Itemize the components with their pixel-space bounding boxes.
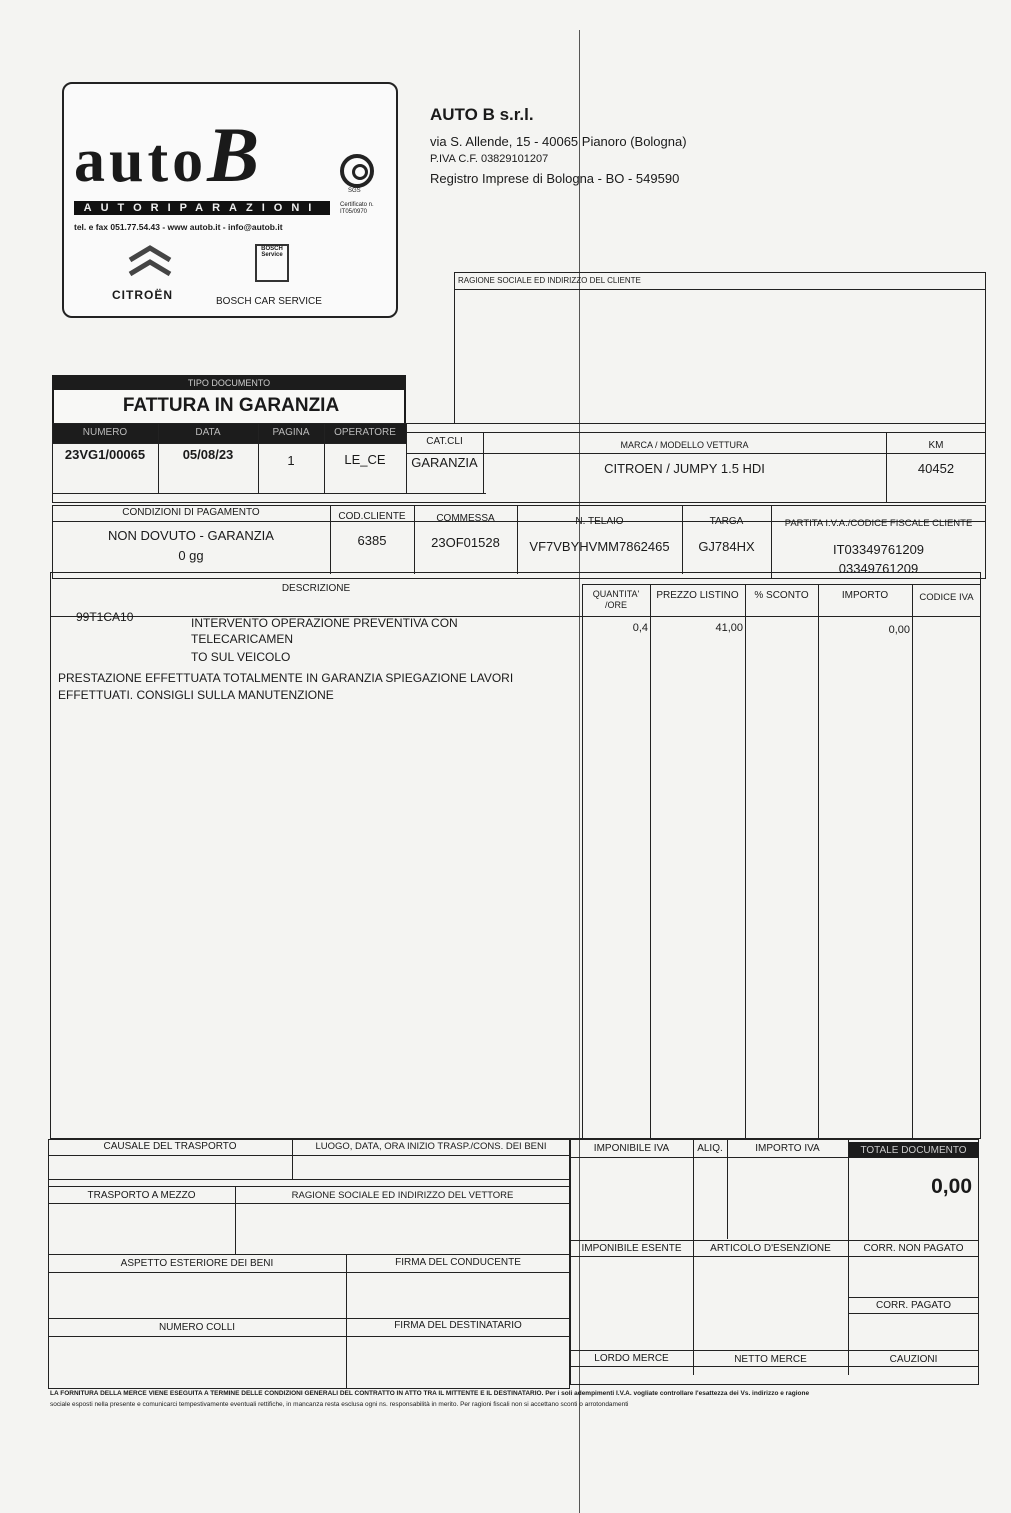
items-table (50, 572, 981, 1139)
numero-colli-label: NUMERO COLLI (158, 1322, 236, 1333)
imponibile-esente-label: IMPONIBILE ESENTE (581, 1243, 682, 1254)
catcli-header: CAT.CLI (426, 436, 463, 447)
lordo-merce-label: LORDO MERCE (594, 1353, 669, 1364)
logo-contacts: tel. e fax 051.77.54.43 - www autob.it - info@autob.it (74, 222, 283, 232)
bosch-car-service-text: BOSCH CAR SERVICE (216, 296, 322, 307)
citroen-chevron-icon (126, 244, 174, 280)
piva-header: PARTITA I.V.A./CODICE FISCALE CLIENTE (784, 518, 973, 529)
item-code: 99T1CA10 (76, 610, 134, 624)
logo-text: auto (74, 127, 208, 195)
telaio-header: N. TELAIO (575, 516, 624, 527)
targa-value: GJ784HX (698, 539, 755, 554)
operatore-value: LE_CE (344, 452, 386, 467)
operatore-header: OPERATORE (334, 427, 396, 438)
numero-value: 23VG1/00065 (64, 447, 146, 462)
logo-letter-b: B (207, 111, 264, 198)
document-type-label: TIPO DOCUMENTO (187, 378, 271, 388)
targa-header: TARGA (709, 516, 744, 527)
marca-value: CITROEN / JUMPY 1.5 HDI (604, 461, 765, 476)
item-note-line1: PRESTAZIONE EFFETTUATA TOTALMENTE IN GARANZIA SPIEGAZIONE LAVORI (58, 671, 514, 685)
codcliente-value: 6385 (357, 533, 387, 548)
sconto-header: % SCONTO (754, 590, 809, 601)
item-note-line2: EFFETTUATI. CONSIGLI SULLA MANUTENZIONE (58, 688, 334, 702)
marca-header: MARCA / MODELLO VETTURA (620, 440, 749, 450)
disclaimer-line1: LA FORNITURA DELLA MERCE VIENE ESEGUITA A TERMINE DELLE CONDIZIONI GENERALI DEL CONTRATTO IN ATTO TRA IL MITTENTE E IL DESTINATARIO. Per i soli adempimenti I.V.A. vogliate controllare l'esattezza dei Vs. indirizzo e ragione (50, 1390, 810, 1397)
data-header: DATA (195, 427, 221, 438)
document-type-title: FATTURA IN GARANZIA (122, 395, 340, 416)
cf-value: 03349761209 (838, 561, 919, 576)
totale-label: TOTALE DOCUMENTO (860, 1145, 967, 1156)
item-desc-line2: TELECARICAMEN (191, 632, 294, 646)
commessa-value: 23OF01528 (431, 535, 500, 550)
item-desc-line3: TO SUL VEICOLO (191, 650, 291, 664)
vettore-label: RAGIONE SOCIALE ED INDIRIZZO DEL VETTORE (291, 1190, 514, 1201)
descrizione-header: DESCRIZIONE (281, 583, 351, 594)
articolo-esenzione-label: ARTICOLO D'ESENZIONE (710, 1243, 831, 1254)
numero-header: NUMERO (82, 427, 128, 438)
causale-label: CAUSALE DEL TRASPORTO (103, 1141, 237, 1152)
pagina-header: PAGINA (272, 427, 310, 438)
sgs-badge-text: SGS (348, 188, 361, 194)
netto-merce-label: NETTO MERCE (734, 1354, 807, 1365)
aspetto-label: ASPETTO ESTERIORE DEI BENI (120, 1258, 274, 1269)
totale-value: 0,00 (931, 1175, 972, 1198)
codcliente-header: COD.CLIENTE (338, 511, 406, 522)
importo-iva-label: IMPORTO IVA (755, 1143, 820, 1154)
cauzioni-label: CAUZIONI (889, 1354, 938, 1365)
firma-destinatario-label: FIRMA DEL DESTINATARIO (394, 1320, 522, 1331)
importo-header: IMPORTO (841, 590, 889, 601)
company-address: via S. Allende, 15 - 40065 Pianoro (Bologna) (430, 134, 687, 149)
company-name: AUTO B s.r.l. (430, 105, 534, 124)
disclaimer-line2: sociale esposti nella presente e comunicarci tempestivamente eventuali rettifiche, in mancanza resta esclusa ogni ns. responsabilità in merito. Per ragioni fiscali non si accettano sconti o arrotondamenti (50, 1401, 629, 1408)
cert-label: Certificato n. IT05/0970 (340, 202, 374, 215)
condizioni-value: NON DOVUTO - GARANZIA (108, 528, 274, 543)
company-vat: P.IVA C.F. 03829101207 (430, 153, 549, 165)
luogo-label: LUOGO, DATA, ORA INIZIO TRASP./CONS. DEI BENI (315, 1141, 547, 1152)
condizioni-header: CONDIZIONI DI PAGAMENTO (122, 507, 260, 518)
imponibile-iva-label: IMPONIBILE IVA (593, 1143, 670, 1154)
client-address-box (454, 272, 986, 424)
firma-conducente-label: FIRMA DEL CONDUCENTE (395, 1257, 521, 1268)
commessa-header: COMMESSA (436, 513, 495, 524)
quantita-header: QUANTITA' /ORE (592, 589, 640, 610)
corr-non-pagato-label: CORR. NON PAGATO (863, 1243, 964, 1254)
giorni-value: 0 gg (178, 548, 204, 563)
sgs-cert-icon (340, 154, 374, 188)
bosch-service-icon (255, 244, 289, 282)
data-value: 05/08/23 (182, 447, 234, 462)
telaio-value: VF7VBYHVMM7862465 (529, 539, 670, 554)
km-header: KM (928, 440, 944, 451)
pagina-value: 1 (287, 453, 295, 468)
km-value: 40452 (917, 461, 955, 476)
company-logo-box (62, 82, 398, 318)
client-address-label: RAGIONE SOCIALE ED INDIRIZZO DEL CLIENTE (458, 276, 641, 285)
bosch-badge-text: BOSCH Service (261, 246, 283, 258)
prezzo-header: PREZZO LISTINO (656, 590, 739, 601)
catcli-value: GARANZIA (411, 455, 478, 470)
item-desc-line1: INTERVENTO OPERAZIONE PREVENTIVA CON (191, 616, 458, 630)
piva-value: IT03349761209 (832, 542, 925, 557)
corr-pagato-label: CORR. PAGATO (875, 1300, 951, 1311)
item-quantity: 0,4 (632, 622, 648, 634)
company-register: Registro Imprese di Bologna - BO - 549590 (430, 171, 680, 186)
aliq-label: ALIQ. (697, 1143, 723, 1154)
codiva-header: CODICE IVA (919, 592, 974, 603)
logo-wordmark (74, 111, 264, 198)
logo-subtitle-bar: AUTORIPARAZIONI (74, 201, 330, 215)
trasporto-label: TRASPORTO A MEZZO (87, 1190, 196, 1201)
citroen-logo-text: CITROËN (112, 288, 173, 302)
item-price: 41,00 (715, 622, 743, 634)
item-amount: 0,00 (888, 624, 910, 636)
